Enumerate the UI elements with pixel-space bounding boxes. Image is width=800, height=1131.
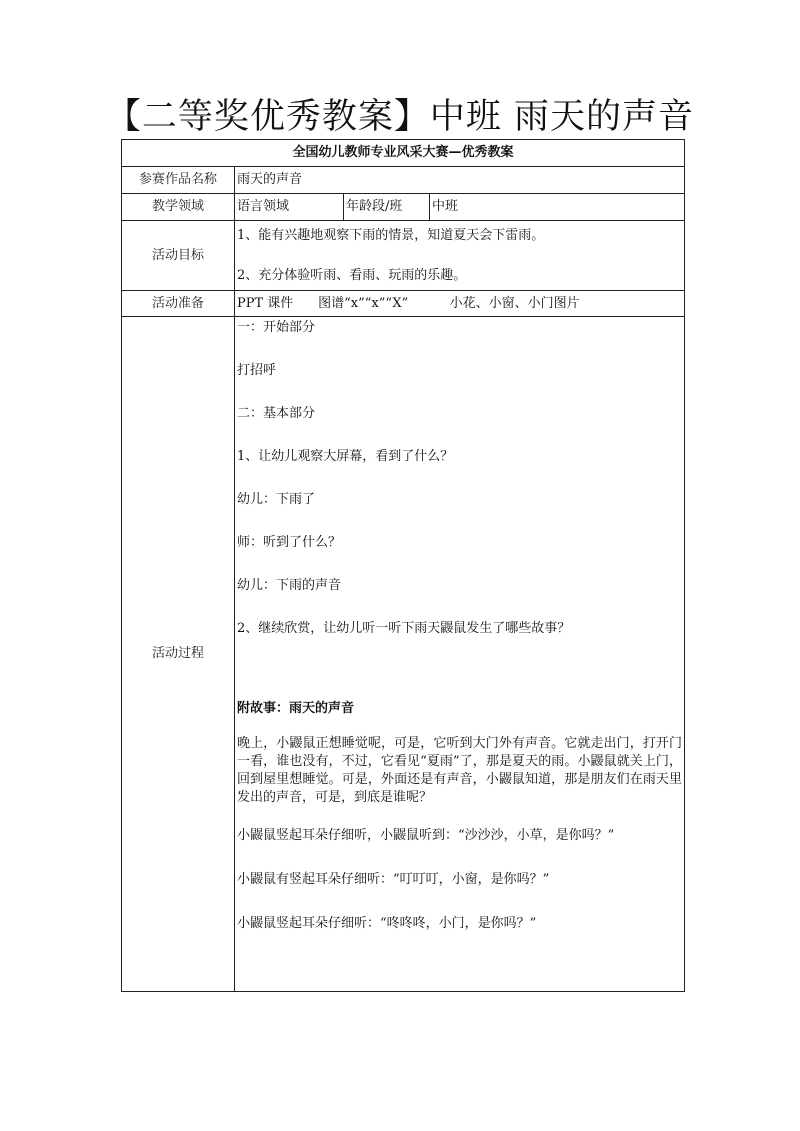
story-line: 小鼹鼠竖起耳朵仔细听：“咚咚咚，小门，是你吗？” xyxy=(237,916,537,931)
lesson-plan-table xyxy=(121,139,685,992)
work-name-label: 参赛作品名称 xyxy=(122,167,235,194)
grade-label: 年龄段/班 xyxy=(344,194,430,221)
prep-label: 活动准备 xyxy=(122,291,235,317)
process-line: 幼儿：下雨了 xyxy=(237,492,316,507)
goals-row xyxy=(122,221,685,291)
process-line: 2、继续欣赏，让幼儿听一听下雨天鼹鼠发生了哪些故事？ xyxy=(237,621,571,636)
grade-value: 中班 xyxy=(430,194,685,221)
goals-content xyxy=(235,221,685,291)
process-content xyxy=(235,317,685,992)
process-label: 活动过程 xyxy=(122,317,235,992)
competition-banner: 全国幼儿教师专业风采大赛—优秀教案 xyxy=(122,140,685,167)
story-paragraph: 晚上，小鼹鼠正想睡觉呢，可是，它听到大门外有声音。它就走出门，打开门一看，谁也没有，不过，它看见“夏雨”了，那是夏天的雨。小鼹鼠就关上门，回到屋里想睡觉。可是，外面还是有声音，小鼹鼠知道，那是朋友们在雨天里发出的声音，可是，到底是谁呢？ xyxy=(237,736,683,805)
banner-row xyxy=(122,140,685,167)
domain-row xyxy=(122,194,685,221)
goals-label: 活动目标 xyxy=(122,221,235,291)
process-row xyxy=(122,317,685,992)
domain-value: 语言领域 xyxy=(235,194,344,221)
process-line: 一：开始部分 xyxy=(237,320,316,335)
work-name-value: 雨天的声音 xyxy=(235,167,685,194)
process-line: 师：听到了什么？ xyxy=(237,535,342,550)
process-line: 打招呼 xyxy=(237,363,277,378)
prep-value: PPT 课件 图谱“x”“x”“X” 小花、小窗、小门图片 xyxy=(235,291,685,317)
goal-item: 2、充分体验听雨、看雨、玩雨的乐趣。 xyxy=(237,268,467,283)
story-line: 小鼹鼠有竖起耳朵仔细听：“叮叮叮，小窗，是你吗？” xyxy=(237,872,550,887)
page-title: 【二等奖优秀教案】中班 雨天的声音 xyxy=(105,97,695,137)
story-line: 小鼹鼠竖起耳朵仔细听，小鼹鼠听到：“沙沙沙，小草，是你吗？” xyxy=(237,828,615,843)
process-line: 二：基本部分 xyxy=(237,406,316,421)
story-title: 附故事：雨天的声音 xyxy=(237,701,355,716)
work-name-row xyxy=(122,167,685,194)
goal-item: 1、能有兴趣地观察下雨的情景，知道夏天会下雷雨。 xyxy=(237,228,545,243)
process-line: 1、让幼儿观察大屏幕，看到了什么？ xyxy=(237,449,454,464)
prep-row xyxy=(122,291,685,317)
process-line: 幼儿：下雨的声音 xyxy=(237,578,342,593)
domain-label: 教学领域 xyxy=(122,194,235,221)
